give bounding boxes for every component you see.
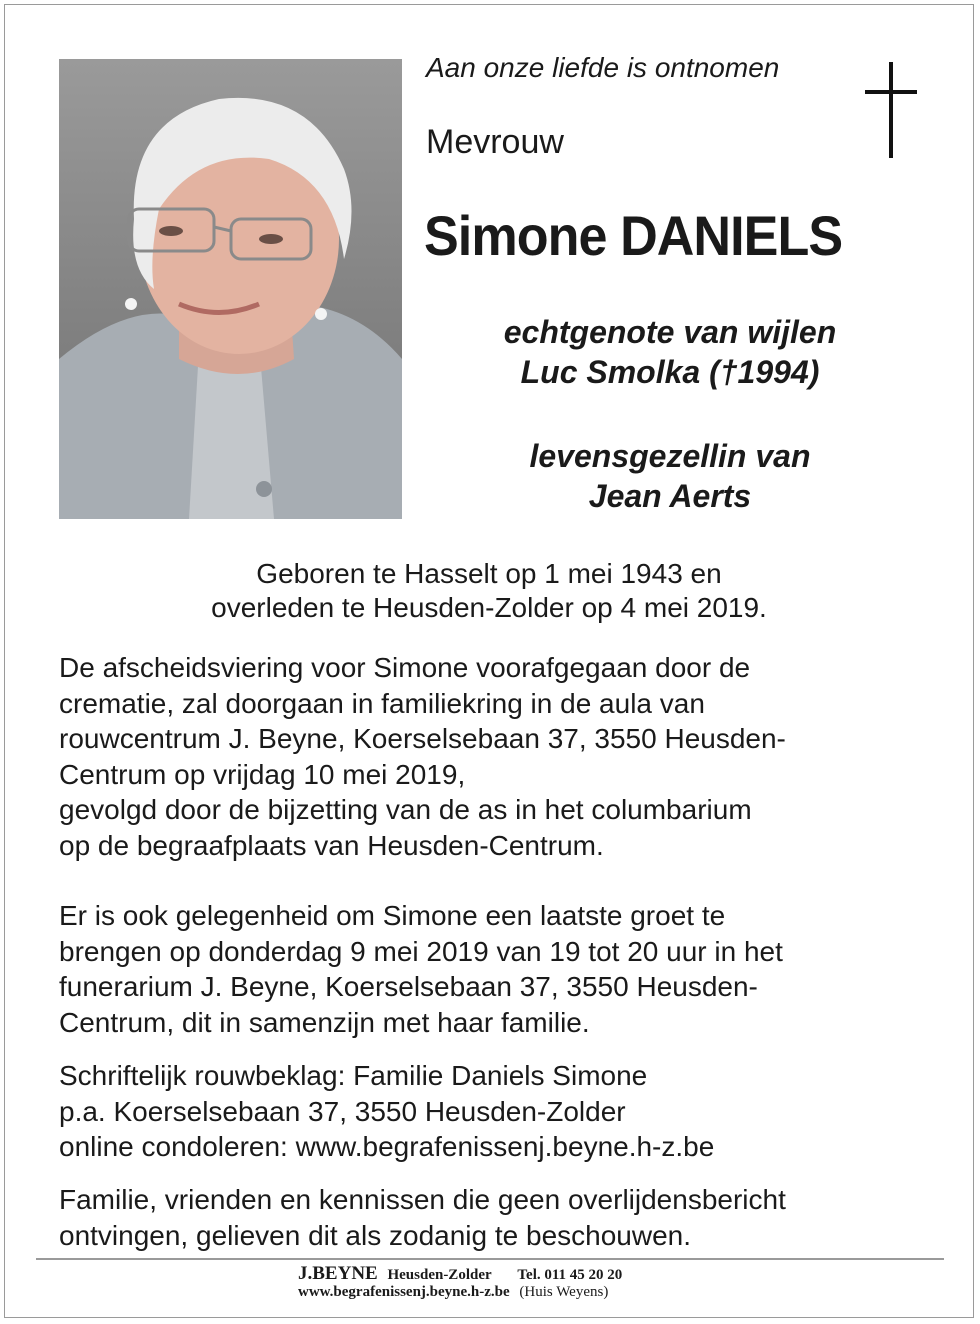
- footer: [298, 1265, 622, 1301]
- ceremony-paragraph: [59, 650, 939, 863]
- paragraph-line: Centrum op vrijdag 10 mei 2019,: [59, 758, 466, 790]
- deceased-name: Simone DANIELS: [424, 204, 843, 267]
- relation-spouse-line: echtgenote van wijlen: [503, 314, 837, 350]
- relation-spouse: [420, 312, 920, 392]
- paragraph-line: rouwcentrum J. Beyne, Koerselsebaan 37, 3550 Heusden-: [59, 723, 786, 754]
- relation-partner-line: levensgezellin van: [529, 438, 811, 474]
- funeral-home-website: www.begrafenissenj.beyne.h-z.be: [298, 1284, 510, 1300]
- paragraph-line: op de begraafplaats van Heusden-Centrum.: [59, 829, 604, 861]
- title-prefix: Mevrouw: [426, 123, 564, 161]
- visitation-paragraph: [59, 898, 939, 1040]
- birth-death-info: [59, 557, 919, 625]
- funeral-home-place: Heusden-Zolder: [387, 1267, 492, 1283]
- paragraph-line: gevolgd door de bijzetting van de as in het columbarium: [59, 794, 752, 825]
- funeral-home-house: (Huis Weyens): [519, 1284, 609, 1300]
- paragraph-line: crematie, zal doorgaan in familiekring in de aula van: [59, 687, 705, 719]
- paragraph-line: p.a. Koerselsebaan 37, 3550 Heusden-Zolder: [59, 1095, 626, 1127]
- footer-divider: [36, 1258, 944, 1260]
- funeral-home-brand: J.BEYNE: [298, 1263, 378, 1284]
- portrait-photo: [59, 59, 402, 519]
- paragraph-line: ontvingen, gelieven dit als zodanig te beschouwen.: [59, 1219, 691, 1251]
- relation-partner-name: Jean Aerts: [588, 478, 752, 514]
- birth-line: Geboren te Hasselt op 1 mei 1943 en: [256, 558, 722, 589]
- paragraph-line: Centrum, dit in samenzijn met haar familie.: [59, 1006, 590, 1038]
- funeral-home-phone: Tel. 011 45 20 20: [517, 1267, 623, 1283]
- intro-line: Aan onze liefde is ontnomen: [426, 52, 780, 83]
- closing-paragraph: [59, 1182, 939, 1253]
- paragraph-line: Familie, vrienden en kennissen die geen overlijdensbericht: [59, 1184, 786, 1215]
- death-line: overleden te Heusden-Zolder op 4 mei 2019.: [211, 592, 767, 623]
- cross-icon: [862, 62, 920, 163]
- paragraph-line: Er is ook gelegenheid om Simone een laatste groet te: [59, 900, 726, 931]
- paragraph-line: funerarium J. Beyne, Koerselsebaan 37, 3550 Heusden-: [59, 971, 758, 1002]
- paragraph-line: Schriftelijk rouwbeklag: Familie Daniels Simone: [59, 1060, 648, 1091]
- relation-spouse-name: Luc Smolka (†1994): [520, 354, 820, 390]
- condolence-paragraph: [59, 1058, 939, 1165]
- paragraph-line: De afscheidsviering voor Simone voorafgegaan door de: [59, 652, 751, 683]
- paragraph-line: brengen op donderdag 9 mei 2019 van 19 tot 20 uur in het: [59, 935, 783, 967]
- relation-partner: [420, 436, 920, 516]
- condolence-url: online condoleren: www.begrafenissenj.beyne.h-z.be: [59, 1131, 715, 1162]
